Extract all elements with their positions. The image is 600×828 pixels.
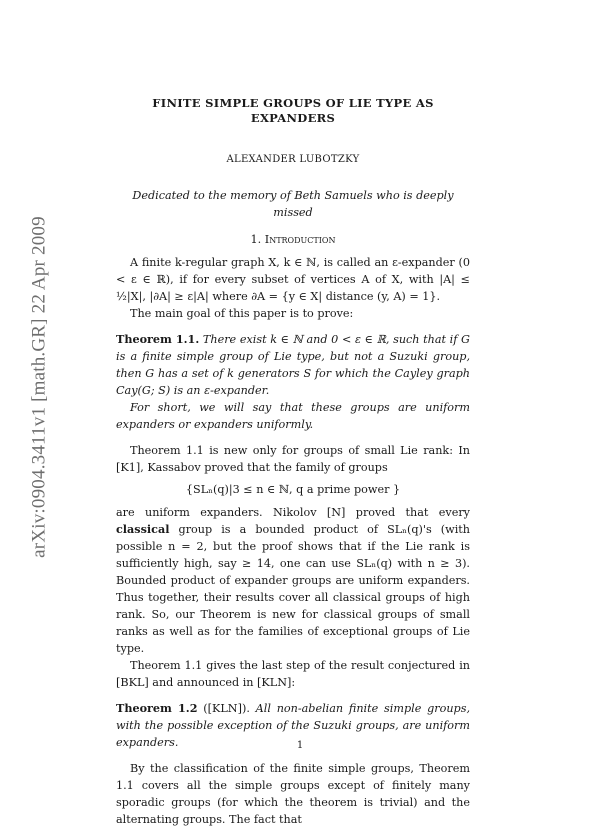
author-name: ALEXANDER LUBOTZKY: [226, 154, 360, 165]
paper-title: [116, 96, 470, 126]
intro-paragraph-3: Theorem 1.1 is new only for groups of small Lie rank: In [K1], Kassabov proved that the family of groups: [116, 444, 470, 474]
theorem-1-1-followup: For short, we will say that these groups are uniform expanders or expanders uniformly.: [116, 401, 470, 431]
paper-page: [116, 96, 470, 828]
theorem-1-2-ref: ([KLN]).: [203, 702, 250, 715]
arxiv-identifier-text: arXiv:0904.3411v1 [math.GR] 22 Apr 2009: [28, 216, 50, 558]
arxiv-identifier: [28, 172, 50, 602]
theorem-1-1-statement: There exist k ∈ ℕ and 0 < ε ∈ ℝ, such that if G is a finite simple group of Lie type, but not a Suzuki group, then G has a set of k generators S for which the Cayley graph Cay(G; S) is an ε-expander.: [116, 333, 470, 397]
theorem-1-1-label: Theorem 1.1.: [116, 332, 200, 346]
paragraph-4-bold-word: classical: [116, 522, 170, 536]
theorem-1-2-statement: All non-abelian finite simple groups, with the possible exception of the Suzuki groups, are uniform expanders.: [116, 702, 471, 749]
display-formula: {SLₙ(q)|3 ≤ n ∈ ℕ, q a prime power }: [185, 483, 401, 496]
paragraph-4-rest: group is a bounded product of SLₙ(q)'s (with possible n = 2, but the proof shows that if the Lie rank is sufficiently high, say ≥ 14, one can use SLₙ(q) with n ≥ 3). Bounded product of expander groups are uniform expanders. Thus together, their results cover all classical groups of high rank. So, our Theorem is new for classical groups of small ranks as well as for the families of exceptional groups of Lie type.: [116, 523, 470, 655]
intro-paragraph-4: [116, 504, 470, 657]
intro-paragraph-1: A finite k-regular graph X, k ∈ ℕ, is called an ε-expander (0 < ε ∈ ℝ), if for every subset of vertices A of X, with |A| ≤ ½|X|, |∂A| ≥ ε|A| where ∂A = {y ∈ X| distance (y, A) = 1}.: [116, 256, 470, 303]
intro-paragraph-6: By the classification of the finite simple groups, Theorem 1.1 covers all the simple groups except of finitely many sporadic groups (for which the theorem is trivial) and the alternating groups. The fact that: [116, 762, 470, 826]
intro-paragraph-5: Theorem 1.1 gives the last step of the result conjectured in [BKL] and announced in [KLN]:: [116, 659, 470, 689]
theorem-1-2-label: Theorem 1.2: [116, 701, 198, 715]
paragraph-4-start: are uniform expanders. Nikolov [N] proved that every: [116, 506, 470, 519]
dedication: Dedicated to the memory of Beth Samuels who is deeply missed: [132, 189, 454, 219]
theorem-1-1: [116, 331, 470, 399]
title-line-1: FINITE SIMPLE GROUPS OF LIE TYPE AS: [152, 96, 434, 110]
page-number: 1: [296, 740, 304, 751]
title-line-2: EXPANDERS: [250, 111, 336, 125]
intro-paragraph-2: The main goal of this paper is to prove:: [130, 307, 354, 320]
section-heading: 1. Introduction: [250, 233, 336, 246]
